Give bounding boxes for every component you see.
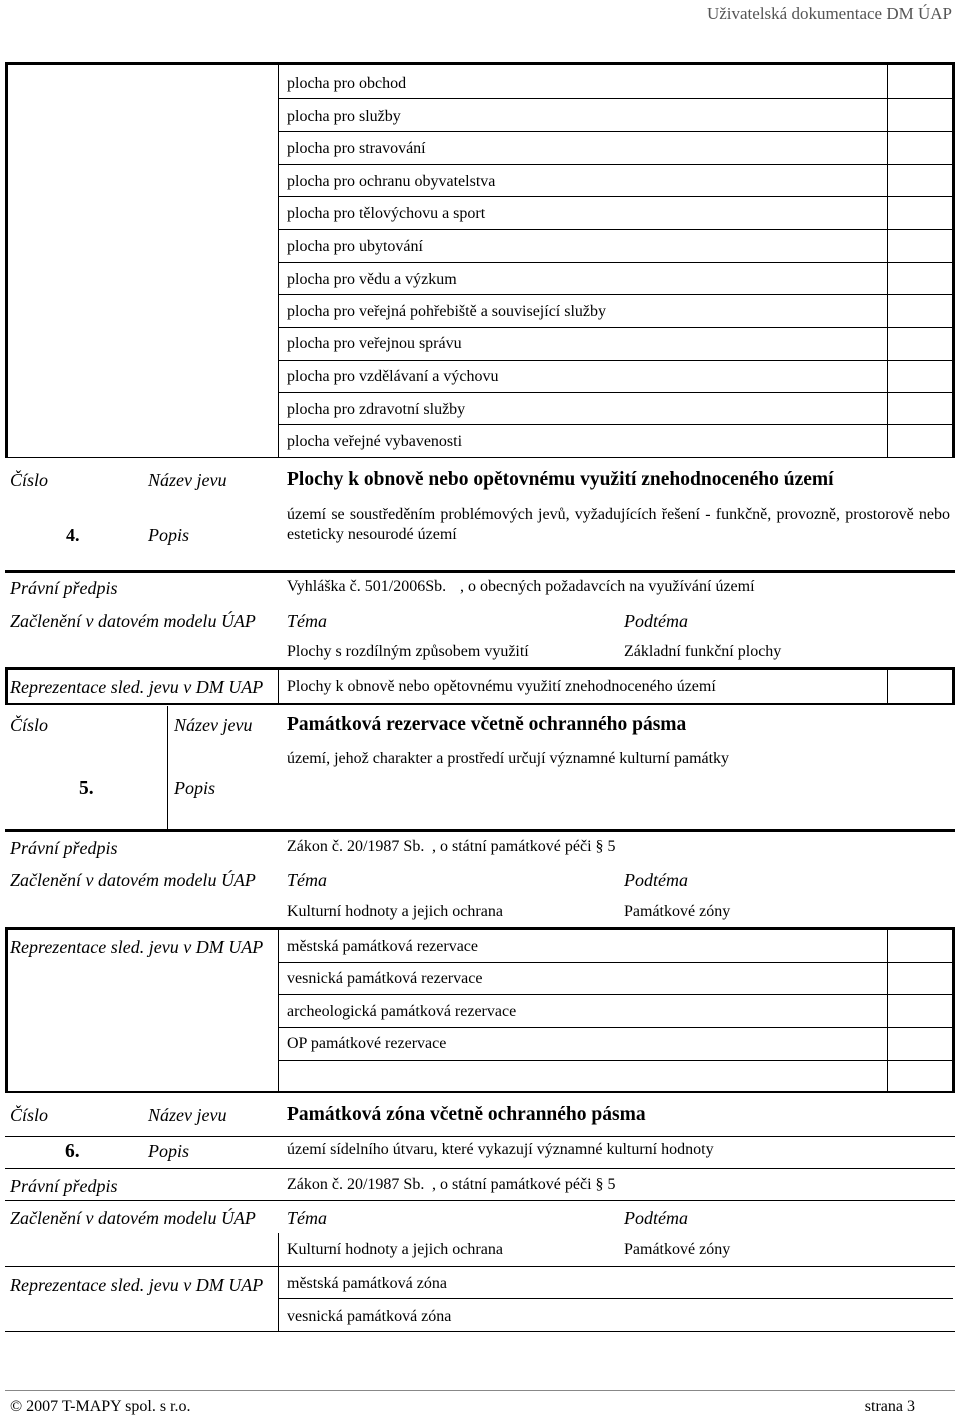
model-label: Začlenění v datovém modelu ÚAP xyxy=(10,1208,256,1228)
podtema-label: Podtéma xyxy=(624,1208,688,1228)
list-item: plocha pro stravování xyxy=(287,140,426,157)
list-item: plocha pro služby xyxy=(287,108,401,125)
representation-item: městská památková zóna xyxy=(287,1275,447,1292)
table-border xyxy=(5,927,955,930)
list-item: plocha veřejné vybavenosti xyxy=(287,433,463,450)
representation-label: Reprezentace sled. jevu v DM UAP xyxy=(10,1275,264,1295)
table-divider xyxy=(278,360,953,361)
section-description: území sídelního útvaru, které vykazují významné kulturní hodnoty xyxy=(287,1141,714,1158)
list-item: plocha pro zdravotní služby xyxy=(287,401,466,418)
number-label: Číslo xyxy=(10,715,49,735)
podtema-label: Podtéma xyxy=(624,611,688,631)
section-number: 4. xyxy=(66,525,80,545)
table-divider xyxy=(5,1331,955,1332)
representation-item: OP památkové rezervace xyxy=(287,1035,447,1052)
name-label: Název jevu xyxy=(148,1105,227,1125)
footer-copyright: © 2007 T-MAPY spol. s r.o. xyxy=(10,1398,191,1415)
representation-item: Plochy k obnově nebo opětovnému využití znehodnoceného území xyxy=(287,678,716,695)
table-divider xyxy=(5,1200,955,1201)
document-header: Uživatelská dokumentace DM ÚAP xyxy=(706,4,952,23)
number-label: Číslo xyxy=(10,1105,49,1125)
table-divider xyxy=(278,262,953,263)
table-border xyxy=(952,927,955,1093)
table-divider xyxy=(278,64,279,458)
table-divider xyxy=(278,994,953,995)
table-divider xyxy=(887,929,888,1093)
table-divider xyxy=(278,327,953,328)
representation-item: městská památková rezervace xyxy=(287,938,479,955)
list-item: plocha pro vědu a výzkum xyxy=(287,271,457,288)
table-border xyxy=(5,703,955,705)
table-divider xyxy=(278,669,279,705)
table-divider xyxy=(278,1298,953,1299)
table-divider xyxy=(167,706,168,830)
table-divider xyxy=(278,98,953,99)
representation-label: Reprezentace sled. jevu v DM UAP xyxy=(10,677,264,697)
model-label: Začlenění v datovém modelu ÚAP xyxy=(10,611,256,631)
number-label: Číslo xyxy=(10,470,49,490)
list-item: plocha pro veřejnou správu xyxy=(287,335,462,352)
name-label: Název jevu xyxy=(148,470,227,490)
law-main: Zákon č. 20/1987 Sb. xyxy=(287,1176,425,1193)
law-rest: , o obecných požadavcích na využívání území xyxy=(460,578,755,595)
section-title: Památková rezervace včetně ochranného pásma xyxy=(287,714,687,735)
table-divider xyxy=(278,164,953,165)
table-divider xyxy=(278,294,953,295)
list-item: plocha pro vzdělávaní a výchovu xyxy=(287,368,499,385)
table-divider xyxy=(278,131,953,132)
table-divider xyxy=(278,1060,953,1061)
tema-value: Plochy s rozdílným způsobem využití xyxy=(287,643,529,660)
table-border xyxy=(5,829,955,832)
list-item: plocha pro veřejná pohřebiště a související služby xyxy=(287,303,607,320)
list-item: plocha pro tělovýchovu a sport xyxy=(287,205,486,222)
table-divider xyxy=(278,229,953,230)
table-divider xyxy=(5,1136,955,1137)
law-label: Právní předpis xyxy=(10,838,118,858)
description-label: Popis xyxy=(174,778,216,798)
table-border xyxy=(5,667,8,705)
table-divider xyxy=(278,196,953,197)
description-label: Popis xyxy=(148,525,190,545)
tema-label: Téma xyxy=(287,870,327,890)
section-title: Plochy k obnově nebo opětovnému využití znehodnoceného území xyxy=(287,469,834,490)
representation-item: vesnická památková rezervace xyxy=(287,970,483,987)
table-divider xyxy=(5,457,955,458)
page-number: strana 3 xyxy=(864,1398,915,1415)
law-main: Vyhláška č. 501/2006Sb. xyxy=(287,578,447,595)
tema-value: Kulturní hodnoty a jejich ochrana xyxy=(287,903,503,920)
name-label: Název jevu xyxy=(174,715,253,735)
table-border xyxy=(952,667,955,705)
table-border xyxy=(5,62,8,458)
table-divider xyxy=(887,669,888,705)
table-divider xyxy=(278,1027,953,1028)
representation-item: archeologická památková rezervace xyxy=(287,1003,517,1020)
tema-label: Téma xyxy=(287,1208,327,1228)
tema-label: Téma xyxy=(287,611,327,631)
section-title: Památková zóna včetně ochranného pásma xyxy=(287,1104,646,1125)
section-description: území se soustředěním problémových jevů, vyžadujících řešení - funkčně, provozně, prostorově nebo esteticky nesourodé území xyxy=(287,506,950,543)
table-divider xyxy=(278,424,953,425)
section-number: 5. xyxy=(79,778,94,799)
podtema-value: Památkové zóny xyxy=(624,903,731,920)
description-label: Popis xyxy=(148,1141,190,1161)
table-border xyxy=(5,62,955,65)
law-rest: , o státní památkové péči § 5 xyxy=(432,1176,616,1193)
table-divider xyxy=(5,1266,955,1267)
podtema-label: Podtéma xyxy=(624,870,688,890)
footer-rule xyxy=(5,1390,955,1391)
model-label: Začlenění v datovém modelu ÚAP xyxy=(10,870,256,890)
table-divider xyxy=(278,392,953,393)
table-border xyxy=(5,927,8,1093)
podtema-value: Základní funkční plochy xyxy=(624,643,782,660)
list-item: plocha pro ubytování xyxy=(287,238,423,255)
podtema-value: Památkové zóny xyxy=(624,1241,731,1258)
table-divider xyxy=(278,929,279,1093)
list-item: plocha pro ochranu obyvatelstva xyxy=(287,173,496,190)
representation-label: Reprezentace sled. jevu v DM UAP xyxy=(10,937,264,957)
section-description: území, jehož charakter a prostředí určují významné kulturní památky xyxy=(287,750,730,767)
list-item: plocha pro obchod xyxy=(287,75,407,92)
table-divider xyxy=(278,962,953,963)
table-divider xyxy=(278,1233,279,1331)
representation-item: vesnická památková zóna xyxy=(287,1308,452,1325)
table-border xyxy=(5,1091,955,1093)
table-border xyxy=(952,62,955,458)
law-label: Právní předpis xyxy=(10,1176,118,1196)
table-border xyxy=(5,570,955,573)
law-rest: , o státní památkové péči § 5 xyxy=(432,838,616,855)
table-divider xyxy=(887,64,888,458)
tema-value: Kulturní hodnoty a jejich ochrana xyxy=(287,1241,503,1258)
table-divider xyxy=(5,1168,955,1169)
section-number: 6. xyxy=(65,1141,80,1162)
table-border xyxy=(5,667,955,670)
law-label: Právní předpis xyxy=(10,578,118,598)
law-main: Zákon č. 20/1987 Sb. xyxy=(287,838,425,855)
